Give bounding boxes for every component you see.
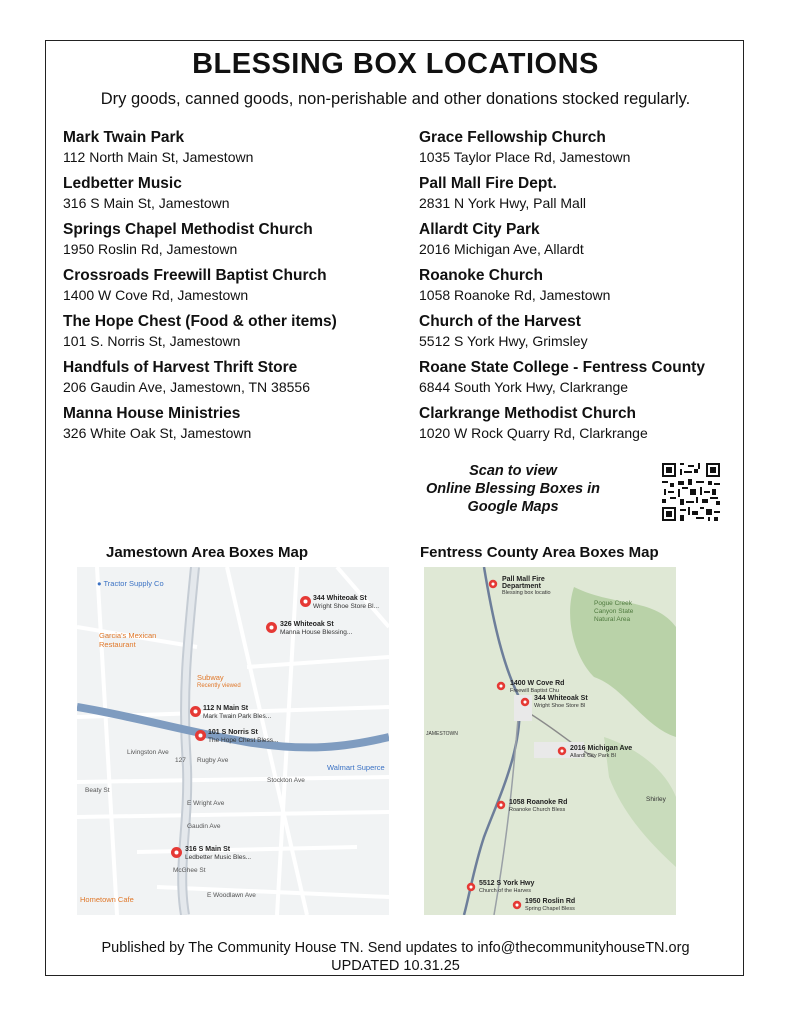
footer-updated: UPDATED 10.31.25 [331,958,460,974]
street-label: Gaudin Ave [187,823,221,830]
location-address: 101 S. Norris St, Jamestown [63,333,241,349]
right-location-list [419,128,759,450]
fentress-map[interactable]: Pogue Creek Canyon State Natural Area Shirley JAMESTOWN Pall Mall Fire Department Blessing box locatio 1400 W Cove Rd Freewill Baptist Chu 344 Whiteoak St Wright Shoe Store Bl 2016 Michigan Ave Allardt City Park Bl 1058 Roanoke Rd Roanoke Church Bless 5512 S York Hwy Church of the Harves 1950 Roslin Rd Spring Chapel Bless [424,567,676,915]
jamestown-map[interactable]: ● Tractor Supply Co Garcia's Mexican Restaurant Subway Recently viewed Walmart Superce Hometown Cafe Livingston Ave Rugby Ave Stockton Ave E Wright Ave Gaudin Ave E Woodlawn Ave McGhee St Beaty St 127 344 Whiteoak St Wright Shoe Store Bl... 326 Whiteoak St Manna House Blessing... 112 N Main St Mark Twain Park Bles... 101 S Norris St The Hope Chest Bless... 316 S Main St Ledbetter Music Bles... [77,567,389,915]
route-shield: 127 [175,757,186,764]
map-pin-icon [194,729,207,742]
location-item [63,312,403,358]
street-label: E Woodlawn Ave [207,892,256,899]
location-item [419,404,759,450]
fentress-map-title: Fentress County Area Boxes Map [420,544,659,561]
location-item [419,128,759,174]
location-address: 206 Gaudin Ave, Jamestown, TN 38556 [63,379,310,395]
map-pin-icon [512,900,522,910]
location-address: 2016 Michigan Ave, Allardt [419,241,584,257]
map-pin-icon [466,882,476,892]
location-item [63,358,403,404]
walmart-poi[interactable]: Walmart Superce [327,763,385,772]
left-location-list [63,128,403,450]
location-address: 1400 W Cove Rd, Jamestown [63,287,249,303]
jamestown-map-title: Jamestown Area Boxes Map [106,544,309,561]
location-name: Springs Chapel Methodist Church [63,221,313,238]
qr-code-icon [662,463,720,521]
location-name: The Hope Chest (Food & other items) [63,313,337,330]
subway-poi[interactable]: Subway Recently viewed [197,673,241,689]
map-pin-icon [496,681,506,691]
footer-publisher: Published by The Community House TN. Send updates to info@thecommunityhouseTN.org [101,940,690,956]
fentress-map-terrain [424,567,676,915]
location-item [419,312,759,358]
location-item [63,174,403,220]
location-address: 1035 Taylor Place Rd, Jamestown [419,149,631,165]
location-item [63,220,403,266]
location-address: 2831 N York Hwy, Pall Mall [419,195,587,211]
map-pin-icon [170,846,183,859]
town-label: Shirley [646,796,666,803]
location-name: Manna House Ministries [63,405,241,422]
map-pin-icon [557,746,567,756]
page-subtitle: Dry goods, canned goods, non-perishable and other donations stocked regularly. [100,90,691,108]
qr-code[interactable] [662,463,720,521]
hometown-cafe-poi[interactable]: Hometown Cafe [80,895,134,904]
location-name: Roanoke Church [419,267,544,284]
map-pin-icon [299,595,312,608]
location-name: Church of the Harvest [419,313,581,330]
footer [0,939,791,975]
street-label: Stockton Ave [267,777,305,784]
street-label: Rugby Ave [197,757,229,764]
location-address: 316 S Main St, Jamestown [63,195,230,211]
map-pin-icon [189,705,202,718]
street-label: E Wright Ave [187,800,225,807]
park-label: Pogue Creek Canyon State Natural Area [594,600,634,623]
location-address: 1020 W Rock Quarry Rd, Clarkrange [419,425,648,441]
location-address: 1058 Roanoke Rd, Jamestown [419,287,611,303]
map-pin-icon [520,697,530,707]
street-label: Livingston Ave [127,749,169,756]
location-name: Pall Mall Fire Dept. [419,175,557,192]
location-item [63,266,403,312]
location-item [419,220,759,266]
qr-caption-line: Online Blessing Boxes in [425,481,601,497]
location-item [419,358,759,404]
qr-caption [400,462,626,516]
street-label: McGhee St [173,867,206,874]
location-item [419,266,759,312]
location-name: Handfuls of Harvest Thrift Store [63,359,298,376]
location-name: Clarkrange Methodist Church [419,405,637,422]
location-address: 6844 South York Hwy, Clarkrange [419,379,629,395]
street-label: Beaty St [85,787,110,794]
location-address: 112 North Main St, Jamestown [63,149,254,165]
town-label: JAMESTOWN [426,731,458,737]
location-name: Roane State College - Fentress County [419,359,705,376]
location-item [419,174,759,220]
location-address: 326 White Oak St, Jamestown [63,425,252,441]
location-name: Ledbetter Music [63,175,182,192]
location-address: 5512 S York Hwy, Grimsley [419,333,588,349]
location-address: 1950 Roslin Rd, Jamestown [63,241,238,257]
page-title: BLESSING BOX LOCATIONS [192,48,599,80]
tractor-supply-poi[interactable]: ● Tractor Supply Co [97,579,164,588]
qr-caption-line: Scan to view [469,463,557,479]
map-pin-icon [265,621,278,634]
map-pin-icon [496,800,506,810]
store-icon: ● [97,579,102,588]
qr-caption-line: Google Maps [467,499,559,515]
location-name: Allardt City Park [419,221,540,238]
location-name: Grace Fellowship Church [419,129,606,146]
location-item [63,128,403,174]
location-name: Crossroads Freewill Baptist Church [63,267,327,284]
map-pin-icon [488,579,498,589]
location-name: Mark Twain Park [63,129,185,146]
garcias-poi[interactable]: Garcia's Mexican Restaurant [99,631,157,649]
location-item [63,404,403,450]
